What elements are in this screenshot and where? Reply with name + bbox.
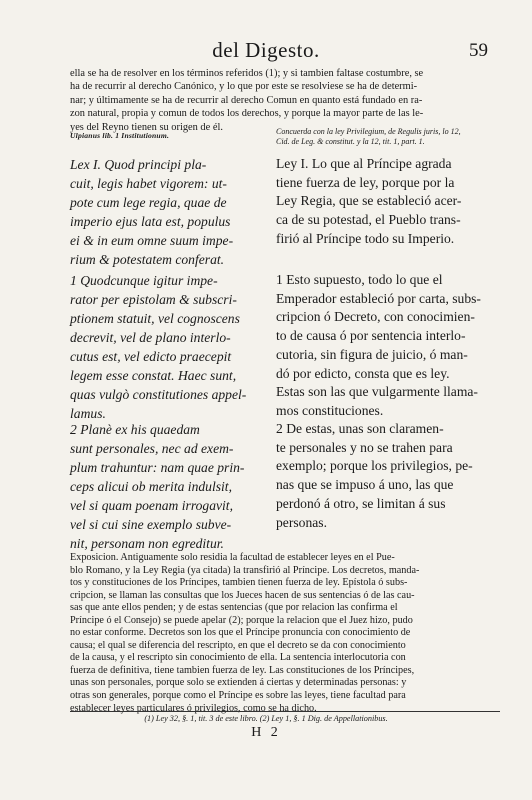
text-line: zon natural, propia y comun de todos los derechos, y porque la mayor parte de las le-	[70, 108, 424, 120]
spanish-text-ley-1	[276, 155, 490, 249]
text-line: causa; el qual se diferencia del rescripto, en que el decreto se da con conocimiento	[70, 639, 406, 651]
text-line: cripcion ó Decreto, con conocimien-	[276, 309, 475, 325]
text-line: unas son personales, porque solo se extienden á ciertas y determinadas personas: y	[70, 677, 407, 689]
latin-text-paragraph-1	[70, 271, 262, 423]
text-line: pote cum lege regia, quae de	[70, 195, 227, 210]
text-line: Exposicion. Antiguamente solo residia la facultad de establecer leyes en el Pue-	[70, 552, 395, 563]
text-line: otras son generales, porque como el Príncipe es sobre las leyes, tiene facultad para	[70, 690, 406, 702]
text-line: cripcion, se llaman las consultas que los Jueces hacen de sus sentencias ó de las cau-	[70, 589, 415, 601]
text-line: nit, personam non egreditur.	[70, 536, 224, 551]
text-line: sas que ante ellos penden; y de estas sentencias (que por relacion las confirma el	[70, 602, 398, 614]
text-line: sunt personales, nec ad exem-	[70, 441, 234, 456]
text-line: Estas son las que vulgarmente llama-	[276, 384, 478, 400]
text-line: ha de recurrir al derecho Canónico, y lo que por este se resolviese se ha de determi-	[70, 81, 418, 93]
text-line: rator per epistolam & subscri-	[70, 292, 237, 307]
text-line: dó por edicto, consta que es ley.	[276, 365, 450, 381]
page-number: 59	[469, 40, 488, 61]
text-line: no estar conforme. Decretos son los que el Príncipe pronuncia con conocimiento de	[70, 627, 411, 639]
source-citation-left: Ulpianus lib. 1 Institutionum.	[70, 131, 170, 140]
exposicion-commentary	[70, 552, 490, 715]
signature-mark: H 2	[251, 725, 281, 740]
text-line: 1 Quodcunque igitur impe-	[70, 273, 218, 288]
text-line: decrevit, vel de plano interlo-	[70, 330, 231, 345]
text-line: Ley Regia, que se estableció acer-	[276, 193, 462, 209]
footnote-divider	[70, 711, 500, 712]
text-line: yes del Reyno tienen su origen de él.	[70, 121, 223, 133]
text-line: ella se ha de resolver en los términos referidos (1); y si tambien faltase costumbre, se	[70, 68, 424, 79]
text-line: mos constituciones.	[276, 402, 384, 418]
latin-text-lex-1	[70, 155, 262, 269]
text-line: lamus.	[70, 406, 106, 421]
text-line: exemplo; porque los privilegios, pe-	[276, 458, 473, 474]
text-line: 2 De estas, unas son claramen-	[276, 421, 444, 436]
text-line: personas.	[276, 514, 327, 530]
text-line: perdonó á otro, se limitan á sus	[276, 495, 446, 511]
text-line: plum trahuntur: nam quae prin-	[70, 460, 245, 475]
intro-paragraph	[70, 67, 490, 134]
text-line: vel si quam poenam irrogavit,	[70, 498, 233, 513]
text-line: 2 Planè ex his quaedam	[70, 422, 200, 437]
text-line: Emperador estableció por carta, subs-	[276, 290, 481, 306]
text-line: blo Romano, y la Ley Regia (ya citada) la transfirió al Príncipe. Los decretos, manda-	[70, 564, 420, 576]
page-title: del Digesto.	[212, 38, 320, 62]
text-line: Ley I. Lo que al Príncipe agrada	[276, 156, 452, 171]
text-line: cutoria, sin figura de juicio, ó man-	[276, 346, 468, 362]
text-line: de la causa, y el rescripto sin conocimiento de ella. La sentencia interlocutoria con	[70, 652, 406, 664]
text-line: ca de su potestad, el Pueblo trans-	[276, 212, 461, 228]
source-citation-right	[276, 127, 490, 147]
text-line: tiene fuerza de ley, porque por la	[276, 174, 455, 190]
text-line: 1 Esto supuesto, todo lo que el	[276, 272, 443, 287]
text-line: Lex I. Quod principi pla-	[70, 157, 207, 172]
text-line: ceps alicui ob merita indulsit,	[70, 479, 232, 494]
text-line: Cid. de Leg. & constitut. y la 12, tit. 1, part. 1.	[276, 137, 425, 146]
text-line: Concuerda con la ley Privilegium, de Regulis juris, lo 12,	[276, 127, 461, 136]
text-line: te personales y no se trahen para	[276, 439, 453, 455]
text-line: fuerza de definitiva, tiene tambien fuerza de ley. Las constituciones de los Príncipes,	[70, 664, 415, 676]
text-line: ei & in eum omne suum impe-	[70, 233, 234, 248]
text-line: nar; y últimamente se ha de recurrir al derecho Comun en quanto está fundado en ra-	[70, 94, 423, 106]
text-line: Príncipe ó el Consejo) se puede apelar (2); porque la relacion que el Juez hizo, pudo	[70, 614, 413, 626]
text-line: rium & potestatem conferat.	[70, 252, 225, 267]
text-line: establecer leyes particulares ó privilegios, como se ha dicho.	[70, 702, 317, 714]
text-line: ptionem statuit, vel cognoscens	[70, 311, 240, 326]
spanish-text-paragraph-2	[276, 420, 490, 532]
text-line: legem esse constat. Haec sunt,	[70, 368, 237, 383]
text-line: cuit, legis habet vigorem: ut-	[70, 176, 227, 191]
text-line: vel si cui sine exemplo subve-	[70, 517, 232, 532]
text-line: to de causa ó por sentencia interlo-	[276, 328, 466, 344]
text-line: firió al Príncipe todo su Imperio.	[276, 230, 455, 246]
spanish-text-paragraph-1	[276, 271, 490, 421]
text-line: quas vulgò constitutiones appel-	[70, 387, 247, 402]
text-line: tos y constituciones de los Príncipes, tambien tienen fuerza de ley. Epístola ó subs-	[70, 577, 408, 589]
text-line: cutus est, vel edicto praecepit	[70, 349, 232, 364]
running-header	[0, 38, 532, 68]
latin-text-paragraph-2	[70, 420, 262, 553]
text-line: nas que se impuso á uno, las que	[276, 477, 454, 493]
text-line: imperio ejus lata est, populus	[70, 214, 231, 229]
footnote: (1) Ley 32, §. 1, tit. 3 de este libro. (2) Ley 1, §. 1 Dig. de Appellationibus.	[144, 714, 388, 723]
